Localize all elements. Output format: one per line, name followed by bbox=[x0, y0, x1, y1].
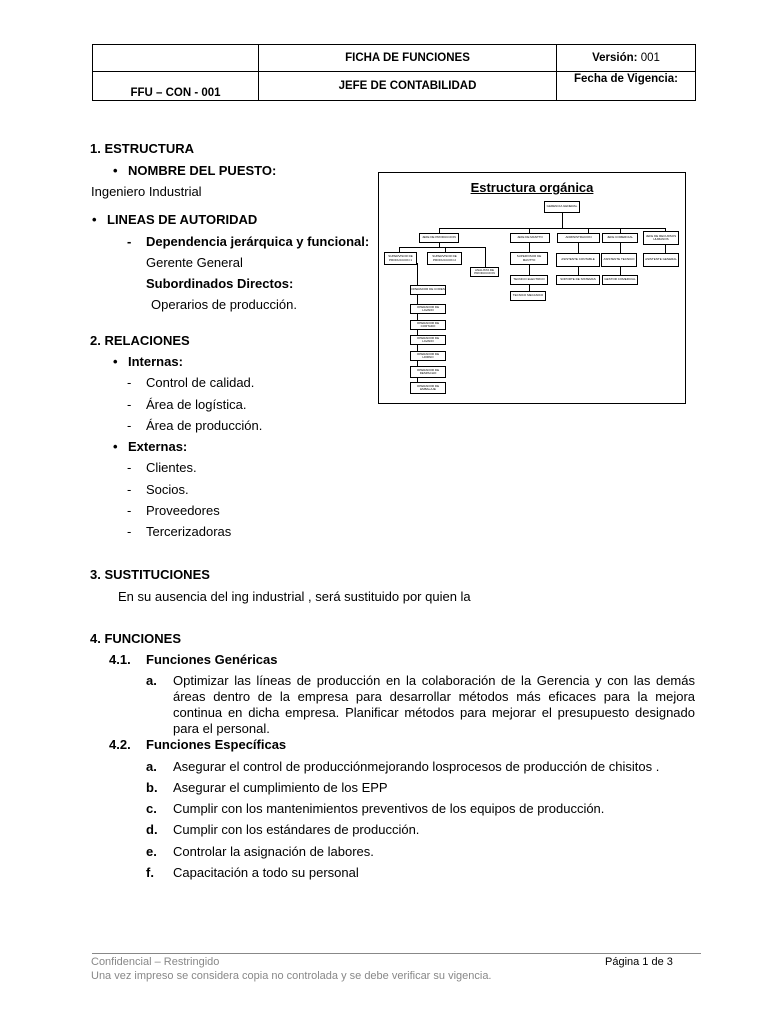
internas-item: - Área de logística. bbox=[146, 397, 246, 413]
subordinados-label: Subordinados Directos: bbox=[146, 276, 294, 291]
org-node-jefe-rrhh: JEFE DE RECURSOS HUMANOS bbox=[643, 231, 679, 245]
org-connector bbox=[485, 247, 486, 267]
externas-item: - Proveedores bbox=[146, 503, 220, 519]
section-relaciones-heading: 2. RELACIONES bbox=[90, 333, 190, 348]
org-connector bbox=[529, 243, 530, 252]
org-node-supervisor-produccion-1: SUPERVISOR DE PRODUCCION 1 bbox=[384, 252, 417, 265]
org-chart bbox=[378, 172, 686, 404]
org-node-operador-cores: OPERADOR DE CORES bbox=[410, 285, 446, 295]
especificas-item: Cumplir con los mantenimientos preventivos de los equipos de producción. bbox=[173, 801, 605, 816]
footer-page-number: Página 1 de 3 bbox=[605, 956, 673, 968]
org-connector bbox=[665, 245, 666, 253]
org-node-analista-produccion: ANALISTA DE PRODUCCION bbox=[470, 267, 499, 277]
org-node-asistente-contable: ASISTENTE CONTABLE bbox=[556, 253, 600, 267]
puesto-label: • NOMBRE DEL PUESTO: bbox=[128, 163, 276, 179]
org-node-gestor-comercial: GESTOR COMERCIAL bbox=[602, 275, 638, 285]
version-value: 001 bbox=[640, 52, 660, 64]
footer-divider bbox=[92, 953, 701, 954]
org-node-operador-horno: OPERADOR DE HORNO bbox=[410, 351, 446, 361]
org-node-tecnico-electrico: TECNICO ELECTRICO bbox=[510, 275, 548, 285]
org-node-supervisor-produccion-2: SUPERVISOR DE PRODUCCION 2 bbox=[427, 252, 462, 265]
especificas-label: Funciones Específicas bbox=[146, 737, 287, 752]
subordinados-value: Operarios de producción. bbox=[151, 297, 297, 312]
org-node-operador-lavado: OPERADOR DE LAVADO bbox=[410, 304, 446, 314]
section-estructura-heading: 1. ESTRUCTURA bbox=[90, 141, 195, 156]
org-connector bbox=[562, 213, 563, 228]
especificas-letter: e. bbox=[146, 844, 157, 859]
genericas-line: áreas dentro de la empresa para desarrollar métodos más eficaces para la mejora bbox=[173, 689, 695, 704]
footer-confidential: Confidencial – Restringido bbox=[91, 956, 220, 968]
org-node-tecnico-mecanico: TECNICO MECANICO bbox=[510, 291, 546, 301]
especificas-item: Asegurar el cumplimiento de los EPP bbox=[173, 780, 388, 795]
org-node-operador-lavado-2: OPERADOR DE LAVADO bbox=[410, 335, 446, 345]
org-connector bbox=[578, 243, 579, 253]
externas-item: - Socios. bbox=[146, 482, 189, 498]
internas-item: - Área de producción. bbox=[146, 418, 262, 434]
org-connector bbox=[620, 267, 621, 275]
especificas-item: Cumplir con los estándares de producción. bbox=[173, 822, 420, 837]
header-empty-cell bbox=[93, 45, 259, 72]
sustituciones-text: En su ausencia del ing industrial , será sustituido por quien la bbox=[118, 589, 471, 604]
especificas-letter: b. bbox=[146, 780, 158, 795]
position-title: JEFE DE CONTABILIDAD bbox=[259, 72, 557, 101]
org-node-gerencia-general: GERENCIA GENERAL bbox=[544, 201, 580, 213]
externas-label: • Externas: bbox=[128, 439, 187, 455]
section-funciones-heading: 4. FUNCIONES bbox=[90, 631, 182, 646]
org-node-soporte-sistemas: SOPORTE DE SISTEMAS bbox=[556, 275, 600, 285]
genericas-label: Funciones Genéricas bbox=[146, 652, 278, 667]
internas-label: • Internas: bbox=[128, 354, 183, 370]
genericas-letter: a. bbox=[146, 673, 157, 688]
org-node-jefe-mantto: JEFE DE MANTTO bbox=[510, 233, 550, 243]
document-code: FFU – CON - 001 bbox=[93, 72, 259, 101]
internas-item: - Control de calidad. bbox=[146, 375, 254, 391]
org-node-jefe-produccion: JEFE DE PRODUCCION bbox=[419, 233, 459, 243]
org-connector bbox=[578, 267, 579, 275]
org-node-operador-embalaje: OPERADOR DE EMBALAJE bbox=[410, 382, 446, 394]
especificas-number: 4.2. bbox=[109, 737, 131, 752]
org-node-operador-cortado: OPERADOR DE CORTADO bbox=[410, 320, 446, 330]
especificas-letter: a. bbox=[146, 759, 157, 774]
especificas-item: Asegurar el control de producciónmejorando losprocesos de producción de chisitos . bbox=[173, 759, 660, 774]
section-sustituciones-heading: 3. SUSTITUCIONES bbox=[90, 567, 210, 582]
especificas-item: Controlar la asignación de labores. bbox=[173, 844, 374, 859]
especificas-letter: d. bbox=[146, 822, 158, 837]
especificas-letter: c. bbox=[146, 801, 157, 816]
genericas-paragraph bbox=[173, 673, 695, 737]
org-chart-title: Estructura orgánica bbox=[470, 180, 594, 195]
validity-label: Fecha de Vigencia: bbox=[557, 72, 696, 101]
org-connector bbox=[399, 247, 485, 248]
externas-item: - Tercerizadoras bbox=[146, 524, 231, 540]
genericas-line: continua en dicha empresa. Planificar métodos para mejorar el presupuesto designado bbox=[173, 705, 695, 720]
genericas-number: 4.1. bbox=[109, 652, 131, 667]
org-node-operador-despacho: OPERADOR DE DESPACHO bbox=[410, 366, 446, 378]
org-node-administracion: ADMINISTRACION bbox=[557, 233, 600, 243]
dependencia-value: Gerente General bbox=[146, 255, 243, 270]
org-node-asistente-general: ASISTENTE GENERAL bbox=[643, 253, 679, 267]
form-title: FICHA DE FUNCIONES bbox=[259, 45, 557, 72]
header-table bbox=[92, 44, 696, 101]
version-cell bbox=[557, 45, 696, 72]
footer-notice: Una vez impreso se considera copia no controlada y se debe verificar su vigencia. bbox=[91, 970, 492, 982]
genericas-line: para el personal. bbox=[173, 721, 270, 736]
genericas-line: Optimizar las líneas de producción en la colaboración de la Gerencia y con las demás bbox=[173, 673, 695, 688]
org-connector bbox=[620, 243, 621, 253]
org-connector bbox=[439, 228, 665, 229]
dependencia-label: - Dependencia jerárquica y funcional: bbox=[146, 234, 369, 250]
autoridad-label: • LINEAS DE AUTORIDAD bbox=[107, 212, 257, 228]
puesto-value: Ingeniero Industrial bbox=[91, 184, 202, 199]
especificas-letter: f. bbox=[146, 865, 154, 880]
org-node-jefe-comercial: JEFE COMERCIAL bbox=[602, 233, 638, 243]
version-label: Versión: bbox=[592, 52, 638, 64]
org-node-supervisor-mantto: SUPERVISOR DE MANTTO bbox=[510, 252, 548, 265]
externas-item: - Clientes. bbox=[146, 460, 197, 476]
especificas-item: Capacitación a todo su personal bbox=[173, 865, 359, 880]
org-node-asistente-tecnico: ASISTENTE TECNICO bbox=[601, 253, 637, 267]
